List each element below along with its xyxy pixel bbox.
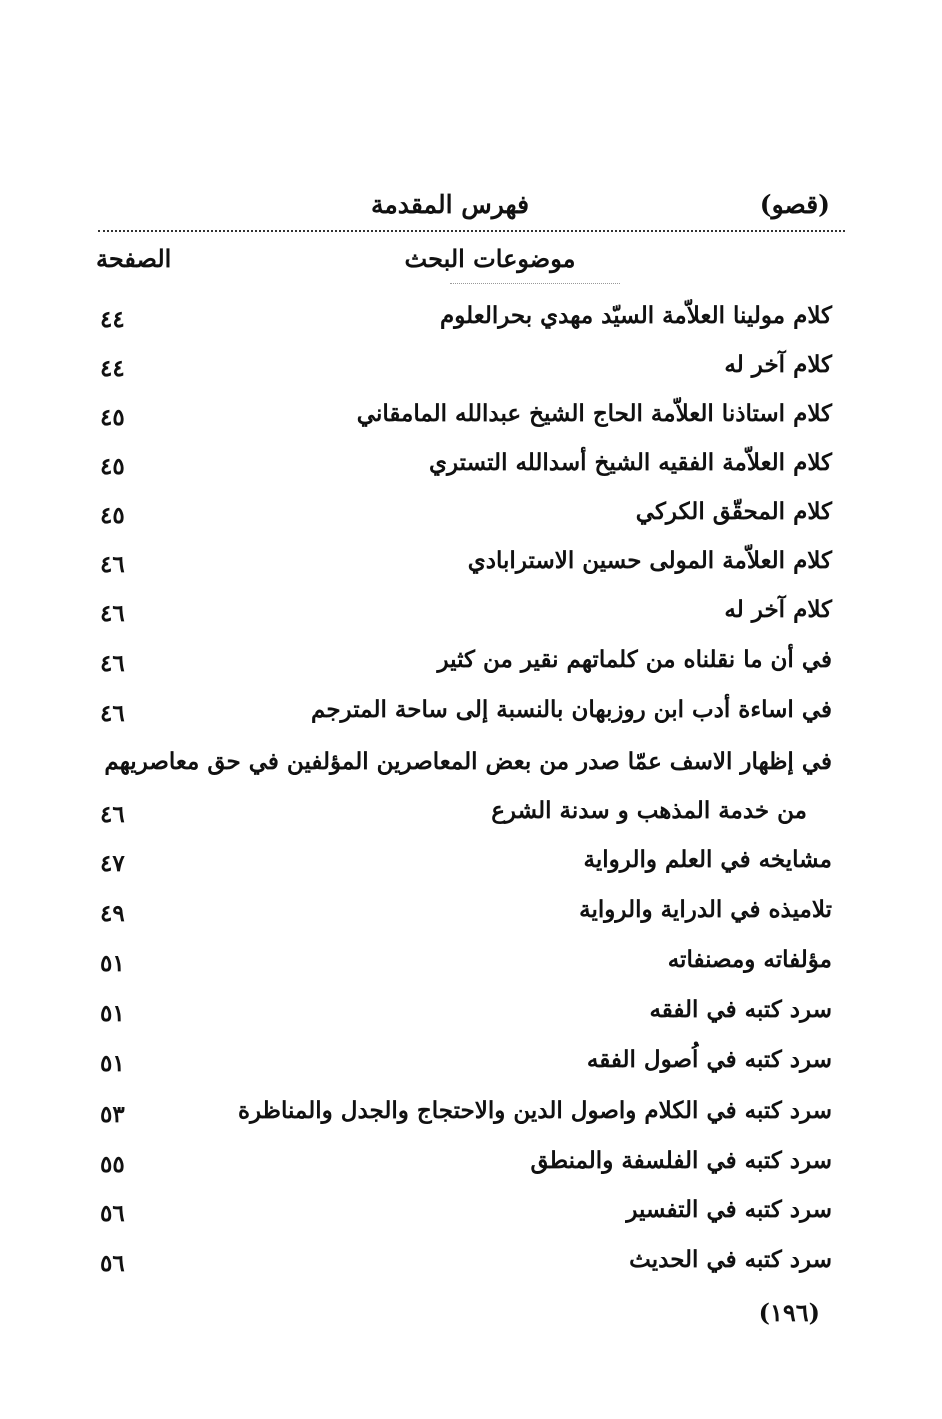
toc-entry-title: كلام آخر له bbox=[724, 351, 832, 378]
toc-entry-title: كلام العلاّمة المولى حسين الاسترابادي bbox=[467, 547, 832, 574]
toc-entry-title: سرد كتبه في التفسير bbox=[626, 1196, 832, 1223]
toc-entry-page: ٥١ bbox=[100, 1000, 125, 1027]
toc-entry-title: سرد كتبه في الفقه bbox=[649, 996, 832, 1023]
toc-entry-page: ٥٦ bbox=[100, 1200, 125, 1227]
toc-entry-title: سرد كتبه في الحديث bbox=[629, 1246, 832, 1273]
toc-entry-title: مشايخه في العلم والرواية bbox=[583, 846, 832, 873]
toc-entry-title: تلاميذه في الدراية والرواية bbox=[579, 896, 832, 923]
toc-entry-title: سرد كتبه في الفلسفة والمنطق bbox=[530, 1147, 832, 1174]
toc-entry-page: ٤٦ bbox=[100, 650, 125, 677]
toc-entry-page: ٤٦ bbox=[100, 600, 125, 627]
toc-entry-page: ٤٤ bbox=[100, 355, 125, 382]
toc-entry-title: كلام مولينا العلاّمة السيّد مهدي بحرالعلوم bbox=[439, 302, 832, 329]
toc-entry-page: ٤٦ bbox=[100, 700, 125, 727]
toc-entry-title: كلام العلاّمة الفقيه الشيخ أسدالله التستري bbox=[428, 449, 832, 476]
toc-entry-page: ٤٥ bbox=[100, 453, 125, 480]
toc-entry-page: ٤٩ bbox=[100, 900, 125, 927]
toc-entry-title: في اساءة أدب ابن روزبهان بالنسبة إلى ساحة المترجم bbox=[311, 696, 832, 723]
toc-entry-page: ٥٥ bbox=[100, 1151, 125, 1178]
toc-entry-title: سرد كتبه في الكلام واصول الدين والاحتجاج والجدل والمناظرة bbox=[237, 1097, 832, 1124]
toc-entry-page: ٤٥ bbox=[100, 502, 125, 529]
toc-entry-page: ٤٦ bbox=[100, 801, 125, 828]
column-header-page: الصفحة bbox=[96, 244, 172, 273]
toc-entry-page: ٥٦ bbox=[100, 1250, 125, 1277]
toc-entry-page: ٥٣ bbox=[100, 1101, 125, 1128]
page-title: فهرس المقدمة bbox=[370, 190, 530, 219]
toc-entry-title: كلام آخر له bbox=[724, 596, 832, 623]
header-code: (قصو) bbox=[759, 190, 830, 219]
toc-entry-page: ٤٤ bbox=[100, 306, 125, 333]
toc-entry-title: سرد كتبه في اُصول الفقه bbox=[586, 1046, 832, 1073]
toc-entry-title: كلام المحقّق الكركي bbox=[635, 498, 832, 525]
toc-entry-page: ٥١ bbox=[100, 1050, 125, 1077]
toc-entry-title: في إظهار الاسف عمّا صدر من بعض المعاصرين المؤلفين في حق معاصريهم bbox=[104, 748, 832, 775]
toc-entry-title: في أن ما نقلناه من كلماتهم نقير من كثير bbox=[437, 646, 832, 673]
toc-entry-page: ٤٥ bbox=[100, 404, 125, 431]
toc-entry-page: ٤٦ bbox=[100, 551, 125, 578]
toc-entry-page: ٤٧ bbox=[100, 850, 125, 877]
page-number: (١٩٦) bbox=[758, 1298, 820, 1327]
toc-entry-title: من خدمة المذهب و سدنة الشرع bbox=[491, 797, 807, 824]
toc-entry-title: كلام استاذنا العلاّمة الحاج الشيخ عبدالله المامقاني bbox=[356, 400, 832, 427]
toc-entry-page: ٥١ bbox=[100, 950, 125, 977]
column-header-topics: موضوعات البحث bbox=[404, 244, 576, 273]
toc-entry-title: مؤلفاته ومصنفاته bbox=[667, 946, 832, 973]
